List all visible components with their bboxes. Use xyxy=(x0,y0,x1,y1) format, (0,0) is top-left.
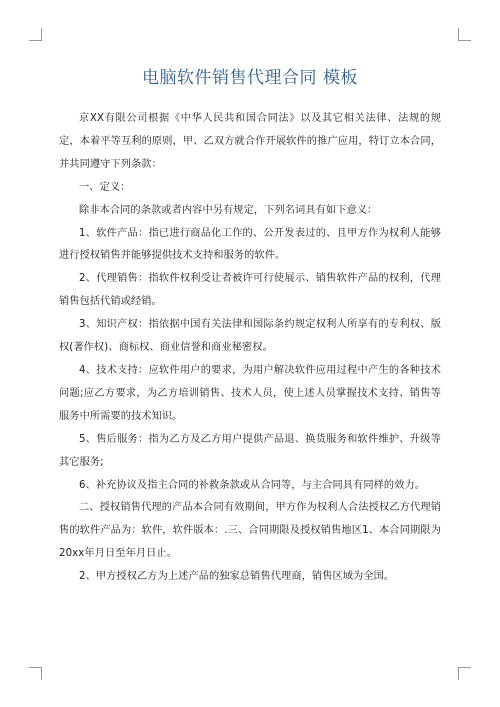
paragraph-definitions-intro: 除非本合同的条款或者内容中另有规定，下列名词具有如下意义： xyxy=(79,204,378,216)
paragraph-definition-after-sales: 5、售后服务：指为乙方及乙方用户提供产品退、换货服务和软件维护、升级等其它服务; xyxy=(59,433,441,468)
paragraph-definition-software: 1、软件产品：指已进行商品化工作的、公开发表过的、且甲方作为权利人能够进行授权销售并能够提供技术支持和服务的软件。 xyxy=(59,227,441,262)
document-body xyxy=(59,108,441,589)
paragraph-section-definitions: 一、定义： xyxy=(79,181,131,193)
page-corner-mark-bottom-left xyxy=(29,667,42,680)
page-corner-mark-top-left xyxy=(29,28,42,41)
page-corner-mark-bottom-right xyxy=(458,667,471,680)
paragraph-exclusive-agent: 2、甲方授权乙方为上述产品的独家总销售代理商，销售区域为全国。 xyxy=(79,571,395,583)
paragraph-section-authorization: 二、授权销售代理的产品本合同有效期间，甲方作为权利人合法授权乙方代理销售的软件产品为：软件，软件版本：.三、合同期限及授权销售地区1、本合同期限为20xx年月日至年月日止。 xyxy=(59,502,441,560)
page-corner-mark-top-right xyxy=(458,28,471,41)
paragraph-definition-agency-sales: 2、代理销售：指软件权利受让者被许可行使展示、销售软件产品的权利，代理销售包括代销或经销。 xyxy=(59,273,441,308)
paragraph-preamble: 京XX有限公司根据《中华人民共和国合同法》以及其它相关法律、法规的规定，本着平等互利的原则，甲、乙双方就合作开展软件的推广应用，特订立本合同，并共同遵守下列条款： xyxy=(59,113,441,170)
paragraph-definition-tech-support: 4、技术支持：应软件用户的要求，为用户解决软件应用过程中产生的各种技术问题;应乙方要求，为乙方培训销售、技术人员，使上述人员掌握技术支持、销售等服务中所需要的技术知识。 xyxy=(59,364,441,422)
document-title: 电脑软件销售代理合同 模板 xyxy=(142,68,358,88)
paragraph-definition-supplement: 6、补充协议及指主合同的补救条款或从合同等，与主合同具有同样的效力。 xyxy=(79,479,426,491)
paragraph-definition-ip: 3、知识产权：指依据中国有关法律和国际条约规定权利人所享有的专利权、版权(著作权)、商标权、商业信誉和商业秘密权。 xyxy=(59,319,441,354)
